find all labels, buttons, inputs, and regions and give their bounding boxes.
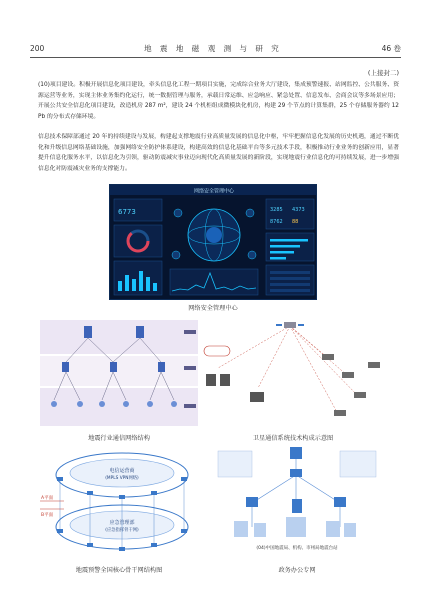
lower-ring-sublabel: (应急指挥骨干网)	[105, 528, 139, 533]
office-network-figure	[212, 443, 382, 561]
security-dashboard-image	[109, 184, 317, 300]
dashboard-metric-3: 4373	[292, 207, 305, 213]
office-network-note: (04)中国地震局、机构、市州局地震台站	[256, 546, 338, 551]
dashboard-metric-5: 88	[292, 219, 299, 225]
caption-office-network: 政务办公专网	[278, 567, 316, 574]
upper-ring-sublabel: (MPLS VPN网络)	[105, 476, 139, 481]
satellite-system-figure	[198, 318, 388, 428]
dashboard-metric-1: 6773	[118, 208, 136, 216]
caption-security-center: 网络安全管理中心	[188, 305, 238, 312]
page-number: 200	[30, 43, 45, 53]
plane-a-label: A平面	[41, 496, 54, 501]
header-divider	[30, 57, 401, 58]
dashboard-metric-4: 8762	[270, 219, 283, 225]
dashboard-title: 网络安全管理中心	[193, 188, 235, 195]
plane-b-label: B平面	[41, 513, 54, 518]
volume-label: 46 卷	[381, 43, 401, 53]
lower-ring-label: 应急管理部	[109, 520, 135, 526]
paragraph-project-construction: (10)项目建设。积极开展信息化项目建设，牵头信息化工程一期项目实施，完成综合业务大厅建设，集成预警速报、站网监控、公共服务、资源运营等业务，实现主体业务集约化运行，统一数据管理与服务，承载日常运维、应急响应、紧急处置、信息发布、会商会议等多场景应用；开展公共安全信息化项目建设，改造机房 287 m²，建设 24 个机柜组成微模块化机房，构建 29 个节点的计算集群，25 个存储服务器约 12 Pb 的分布式存储环境。	[38, 82, 399, 120]
upper-ring-label: 电信运营商	[109, 468, 135, 474]
continuation-note: (上接封二)	[367, 69, 399, 77]
caption-network-structure: 地震行业通信网络结构	[88, 435, 150, 442]
dashboard-metric-2: 3285	[270, 207, 283, 213]
caption-satellite-system: 卫星通信系统技术构成示意图	[252, 435, 334, 442]
page-header	[30, 41, 401, 55]
caption-backbone-network: 地震预警全国核心骨干网结构图	[75, 567, 163, 574]
paragraph-it-support: 信息技术保障部通过 20 年的持续建设与发展，构建起支撑地震行业高质量发展的信息化中枢，牢牢把握信息化发展的历史机遇，通过不断优化和升级信息网络基础设施，加强网络安全防护体系建设，构建高效的信息化基础平台等多元技术手段，积极推动行业业务的创新应用，显著提升信息化服务水平，以信息化为引领，驱动防震减灾事业迈向现代化高质量发展的新阶段，实现地震行业信息化的可持续发展，进一步增强信息化对防震减灾业务的支撑能力。	[38, 134, 399, 172]
network-structure-figure	[40, 318, 198, 428]
backbone-network-figure	[40, 443, 198, 561]
journal-title: 地 震 地 磁 观 测 与 研 究	[144, 43, 282, 53]
